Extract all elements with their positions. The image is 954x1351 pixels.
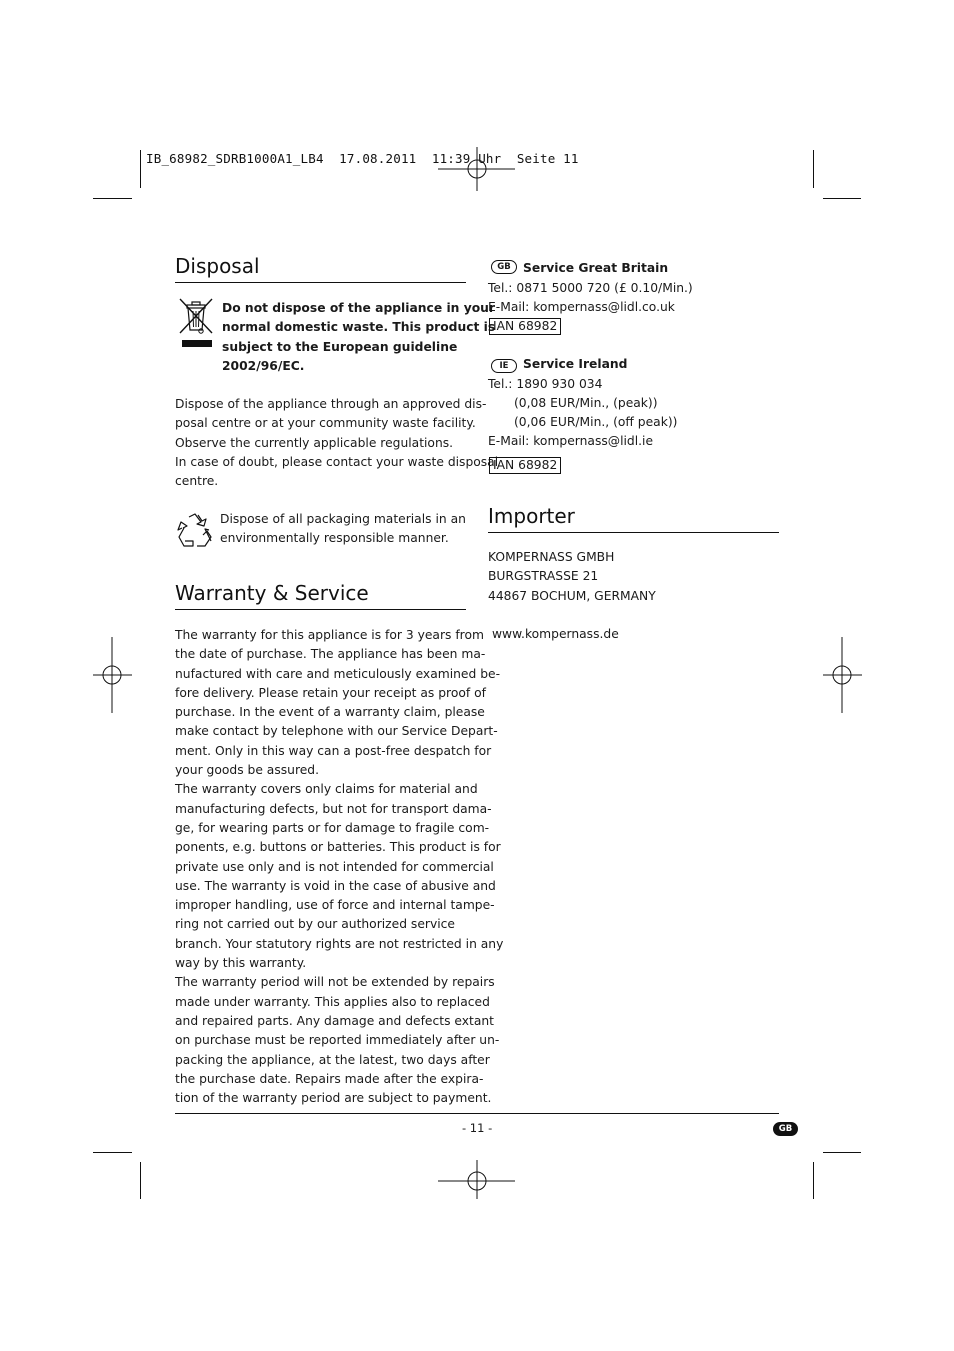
importer-rule xyxy=(488,532,779,533)
ie-country-badge: IE xyxy=(491,359,517,373)
warranty-rule xyxy=(175,609,466,610)
service-ie-ian: IAN 68982 xyxy=(489,457,561,474)
importer-website: www.kompernass.de xyxy=(492,627,619,641)
service-ie-title: Service Ireland xyxy=(523,357,628,371)
service-ie-rate-peak: (0,08 EUR/Min., (peak)) xyxy=(514,396,658,410)
crossed-bin-icon xyxy=(178,297,214,349)
warranty-body: The warranty for this appliance is for 3 years from the date of purchase. The appliance has been ma- nufactured with care and meticulously examined be- fore delivery. Please retain your receipt as proof of purchase. In the event of a warranty claim, please make contact by telephone with our Service Depart- ment. Only in this way can a post-free despatch for your goods be assured. The warranty covers only claims for material and manufacturing defects, but not for transport dama- ge, for wearing parts or for damage to fragile com- ponents, e.g. buttons or batteries. This product is for private use only and is not intended for commercial use. The warranty is void in the case of abusive and improper handling, use of force and internal tampe- ring not carried out by our authorized service branch. Your statutory rights are not restricted in any way by this warranty. The warranty period will not be extended by repairs made under warranty. This applies also to replaced and repaired parts. Any damage and defects extant on purchase must be reported immediately after un- packing the appliance, at the latest, two days after the purchase date. Repairs made after the expira- tion of the warranty period are subject to payment. xyxy=(175,628,504,1106)
recycle-icon xyxy=(175,511,215,551)
disposal-rule xyxy=(175,282,466,283)
disposal-body: Dispose of the appliance through an approved dis- posal centre or at your community waste facility. Observe the currently applicable regulations. In case of doubt, please contact your waste disposal centre. xyxy=(175,397,499,489)
service-ie-email: E-Mail: kompernass@lidl.ie xyxy=(488,434,654,448)
footer-rule xyxy=(175,1113,779,1114)
service-gb-tel: Tel.: 0871 5000 720 (£ 0.10/Min.) xyxy=(488,281,693,295)
print-slug: IB_68982_SDRB1000A1_LB4 17.08.2011 11:39 Uhr Seite 11 xyxy=(146,151,579,166)
registration-mark-bottom-icon xyxy=(438,1160,518,1200)
registration-mark-top-icon xyxy=(438,147,518,192)
packaging-note: Dispose of all packaging materials in an environmentally responsible manner. xyxy=(220,512,466,546)
importer-heading: Importer xyxy=(488,504,575,528)
service-ie-tel: Tel.: 1890 930 034 xyxy=(488,377,603,391)
warranty-heading: Warranty & Service xyxy=(175,581,369,605)
service-gb-title: Service Great Britain xyxy=(523,261,669,275)
service-gb-ian: IAN 68982 xyxy=(489,318,561,335)
disposal-warning: Do not dispose of the appliance in your normal domestic waste. This product is subject to the European guideline 2002/96/EC. xyxy=(222,301,496,373)
registration-mark-right-icon xyxy=(823,637,863,713)
disposal-heading: Disposal xyxy=(175,254,260,278)
importer-address: KOMPERNASS GMBH BURGSTRASSE 21 44867 BOCHUM, GERMANY xyxy=(488,550,656,603)
page-number: - 11 - xyxy=(462,1121,493,1135)
gb-country-badge: GB xyxy=(491,260,517,274)
footer-language-badge: GB xyxy=(773,1122,798,1136)
registration-mark-left-icon xyxy=(93,637,133,713)
service-ie-rate-offpeak: (0,06 EUR/Min., (off peak)) xyxy=(514,415,678,429)
service-gb-email: E-Mail: kompernass@lidl.co.uk xyxy=(488,300,675,314)
